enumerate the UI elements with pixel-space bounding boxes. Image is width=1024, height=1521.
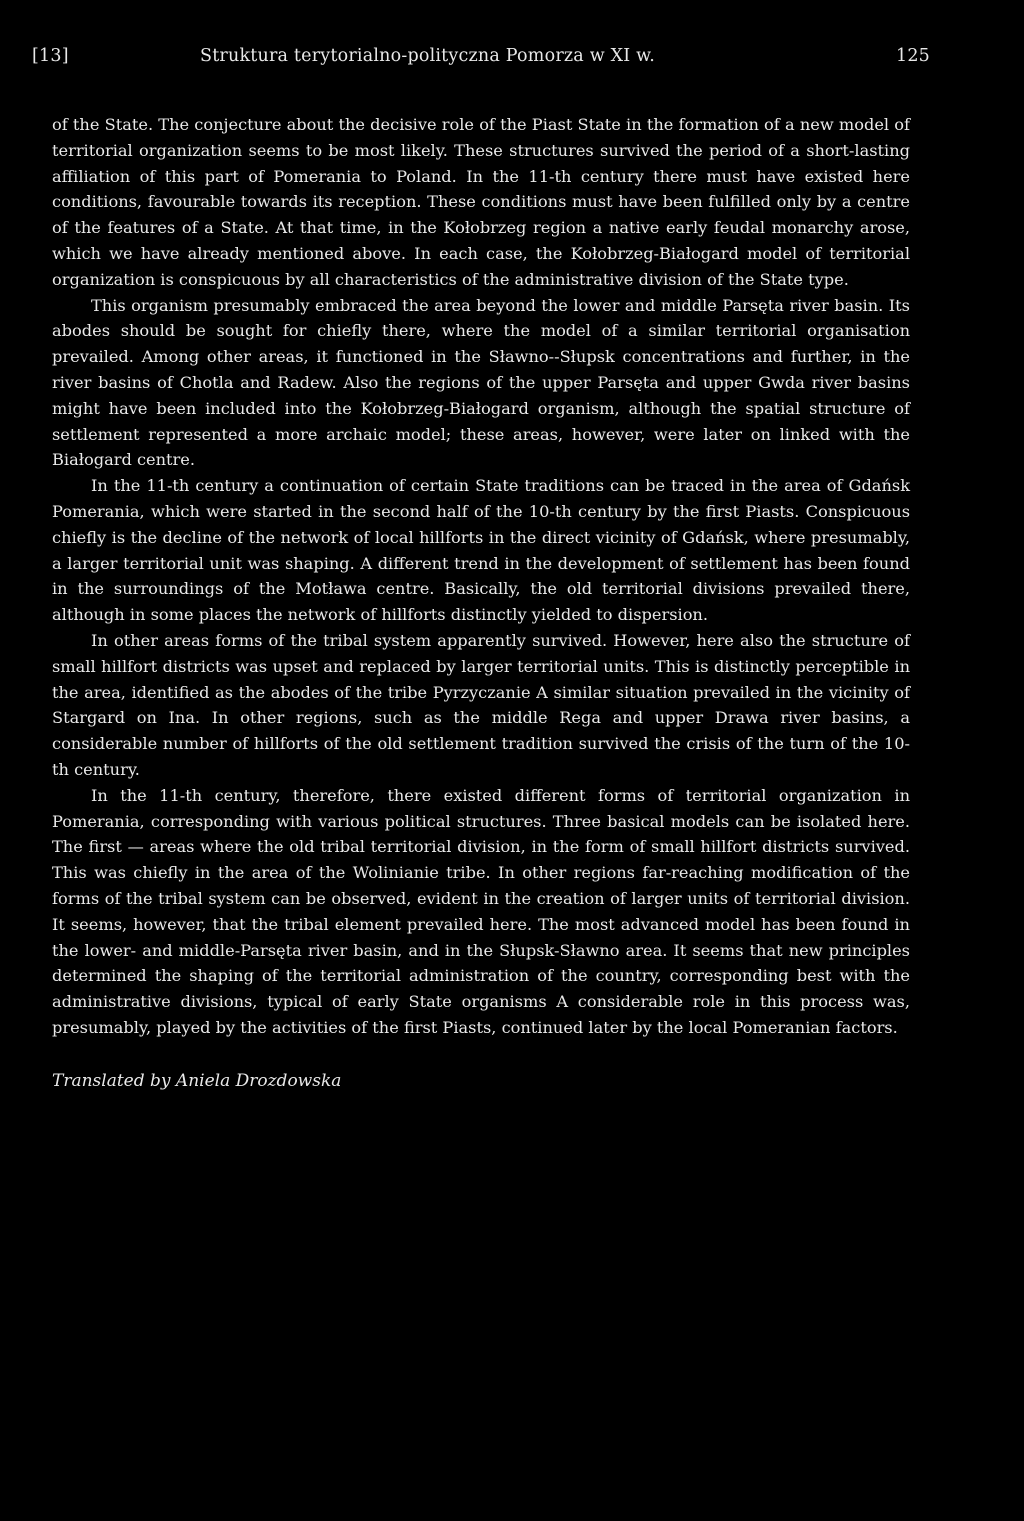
body-text [52,112,910,1041]
page-number: 125 [895,46,930,66]
paragraph-3: In the 11-th century a continuation of certain State traditions can be traced in the area of Gdańsk Pomerania, which were started in the second half of the 10-th century by the first Piasts. Conspicuous chiefly is the decline of the network of local hillforts in the direct vicinity of Gdańsk, where presumably, a larger territorial unit was shaping. A different trend in the development of settlement has been found in the surroundings of the Motława centre. Basically, the old territorial divisions prevailed there, although in some places the network of hillforts distinctly yielded to dispersion. [52,476,910,625]
paragraph-5: In the 11-th century, therefore, there existed different forms of territorial organization in Pomerania, corresponding with various political structures. Three basical models can be isolated here. The first — areas where the old tribal territorial division, in the form of small hillfort districts survived. This was chiefly in the area of the Wolinianie tribe. In other regions far-reaching modification of the forms of the tribal system can be observed, evident in the creation of larger units of territorial division. It seems, however, that the tribal element prevailed here. The most advanced model has been found in the lower- and middle-Parsęta river basin, and in the Słupsk-Sławno area. It seems that new principles determined the shaping of the territorial administration of the country, corresponding best with the administrative divisions, typical of early State organisms A considerable role in this process was, presumably, played by the activities of the first Piasts, continued later by the local Pomeranian factors. [52,785,910,1037]
paragraph-4: In other areas forms of the tribal system apparently survived. However, here also the structure of small hillfort districts was upset and replaced by larger territorial units. This is distinctly perceptible in the area, identified as the abodes of the tribe Pyrzyczanie A similar situation prevailed in the vicinity of Stargard on Ina. In other regions, such as the middle Rega and upper Drawa river basins, a considerable number of hillforts of the old settlement tradition survived the crisis of the turn of the 10-th century. [52,630,910,779]
running-head [32,46,930,76]
running-title: Struktura terytorialno-polityczna Pomorza w XI w. [200,46,656,66]
paragraph-1: of the State. The conjecture about the decisive role of the Piast State in the formation of a new model of territorial organization seems to be most likely. These structures survived the period of a short-lasting affiliation of this part of Pomerania to Poland. In the 11-th century there must have existed here conditions, favourable towards its reception. These conditions must have been fulfilled only by a centre of the features of a State. At that time, in the Kołobrzeg region a native early feudal monarchy arose, which we have already mentioned above. In each case, the Kołobrzeg-Białogard model of territorial organization is conspicuous by all characteristics of the administrative division of the State type. [52,115,910,289]
page [32,46,930,1091]
section-number: [13] [32,46,69,66]
paragraph-2: This organism presumably embraced the area beyond the lower and middle Parsęta river basin. Its abodes should be sought for chiefly there, where the model of a similar territorial organisation prevailed. Among other areas, it functioned in the Sławno--Słupsk concentrations and further, in the river basins of Chotla and Radew. Also the regions of the upper Parsęta and upper Gwda river basins might have been included into the Kołobrzeg-Białogard organism, although the spatial structure of settlement represented a more archaic model; these areas, however, were later on linked with the Białogard centre. [52,295,910,470]
translator-credit: Translated by Aniela Drozdowska [52,1070,342,1091]
